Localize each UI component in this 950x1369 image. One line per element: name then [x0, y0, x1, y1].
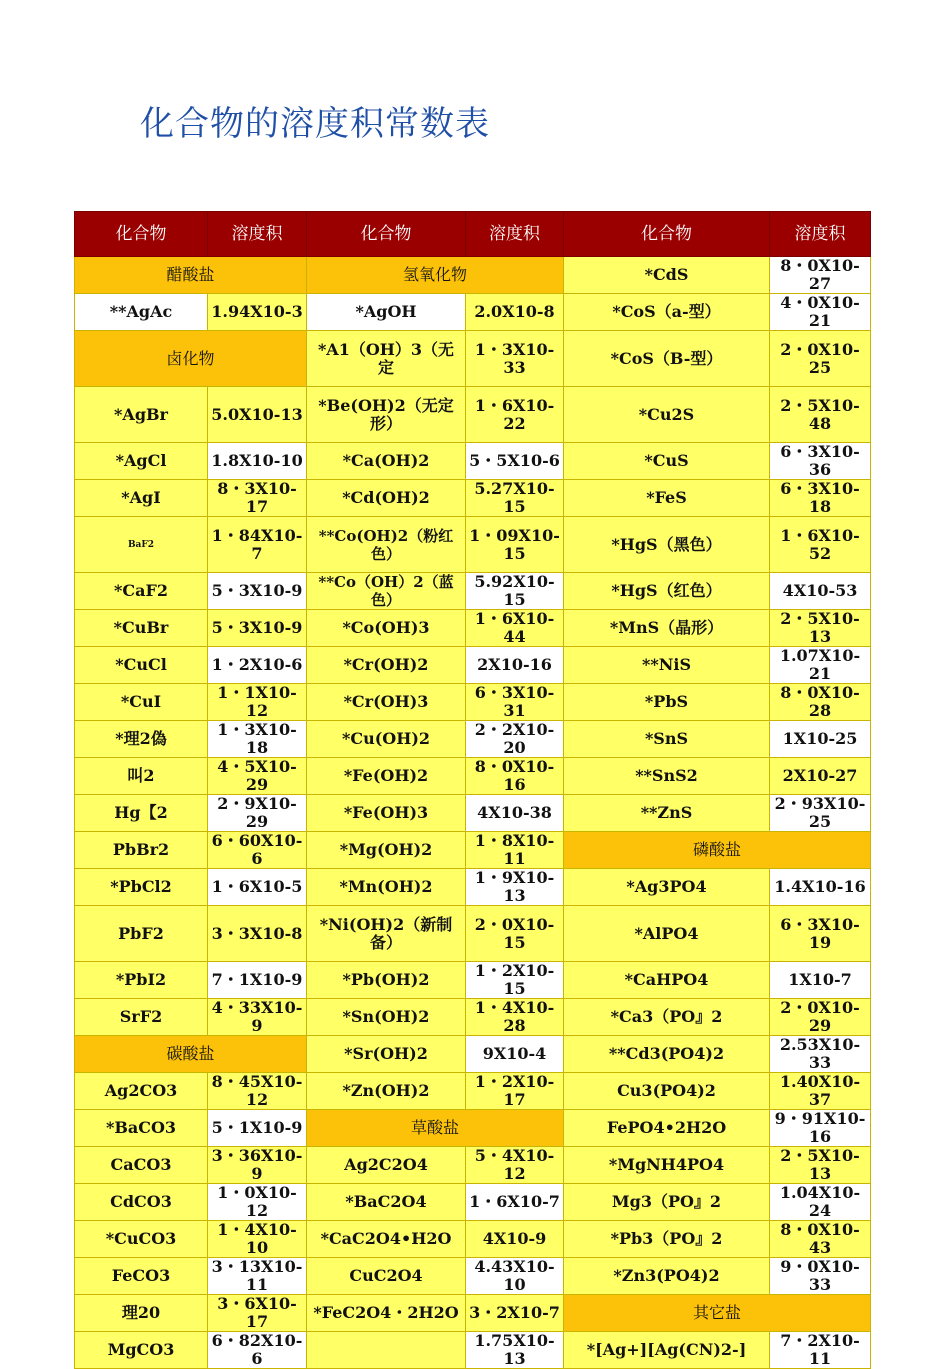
table-row [75, 647, 871, 684]
section-hydroxides: 氢氧化物 [307, 257, 564, 294]
compound-cell: *AgOH [307, 294, 466, 331]
ksp-cell: 1.4X10-16 [770, 869, 871, 906]
compound-cell: *CaC2O4•H2O [307, 1221, 466, 1258]
ksp-cell: 1X10-25 [770, 721, 871, 758]
compound-cell: **Co（OH）2（蓝色） [307, 573, 466, 610]
compound-cell: *Ni(OH)2（新制备） [307, 906, 466, 962]
ksp-cell: 1・3X10-18 [208, 721, 307, 758]
ksp-cell: 1・0X10-12 [208, 1184, 307, 1221]
ksp-cell: 2・93X10-25 [770, 795, 871, 832]
section-acetates: 醋酸盐 [75, 257, 307, 294]
compound-cell: BaF2 [75, 517, 208, 573]
header-compound-2: 化合物 [307, 212, 466, 257]
ksp-cell: 2.53X10-33 [770, 1036, 871, 1073]
compound-cell: Mg3（PO』2 [564, 1184, 770, 1221]
ksp-cell: 9X10-4 [466, 1036, 564, 1073]
ksp-cell: 2・5X10-48 [770, 387, 871, 443]
compound-cell: *Pb3（PO』2 [564, 1221, 770, 1258]
compound-cell: *Fe(OH)2 [307, 758, 466, 795]
table-row [75, 999, 871, 1036]
compound-cell: *Sr(OH)2 [307, 1036, 466, 1073]
compound-cell: *Mn(OH)2 [307, 869, 466, 906]
compound-cell: CuC2O4 [307, 1258, 466, 1295]
ksp-cell: 2・9X10-29 [208, 795, 307, 832]
table-row [75, 758, 871, 795]
table-row [75, 443, 871, 480]
ksp-cell: 1・2X10-6 [208, 647, 307, 684]
ksp-cell: 5・1X10-9 [208, 1110, 307, 1147]
compound-cell: *MnS（晶形） [564, 610, 770, 647]
ksp-cell: 6・3X10-19 [770, 906, 871, 962]
table-row [75, 1147, 871, 1184]
ksp-cell: 2・0X10-15 [466, 906, 564, 962]
compound-cell: *Sn(OH)2 [307, 999, 466, 1036]
ksp-cell: 1・6X10-44 [466, 610, 564, 647]
compound-cell: *AlPO4 [564, 906, 770, 962]
ksp-cell: 1.04X10-24 [770, 1184, 871, 1221]
ksp-cell: 2X10-16 [466, 647, 564, 684]
ksp-cell: 4・0X10-21 [770, 294, 871, 331]
ksp-cell: 3・2X10-7 [466, 1295, 564, 1332]
table-row [75, 1110, 871, 1147]
ksp-cell: 1・3X10-33 [466, 331, 564, 387]
ksp-cell: 6・3X10-36 [770, 443, 871, 480]
ksp-cell: 5.92X10-15 [466, 573, 564, 610]
ksp-cell: 5.0X10-13 [208, 387, 307, 443]
compound-cell: *PbS [564, 684, 770, 721]
compound-cell: PbF2 [75, 906, 208, 962]
header-compound-3: 化合物 [564, 212, 770, 257]
ksp-cell: 8・3X10-17 [208, 480, 307, 517]
ksp-cell: 5・3X10-9 [208, 610, 307, 647]
compound-cell: *BaC2O4 [307, 1184, 466, 1221]
compound-cell: *CuI [75, 684, 208, 721]
compound-cell: *Be(OH)2（无定形） [307, 387, 466, 443]
table-row [75, 387, 871, 443]
table-header-row [75, 212, 871, 257]
ksp-cell: 1・2X10-15 [466, 962, 564, 999]
compound-cell: *Zn3(PO4)2 [564, 1258, 770, 1295]
section-halides: 卤化物 [75, 331, 307, 387]
table-row [75, 906, 871, 962]
compound-cell: *CdS [564, 257, 770, 294]
ksp-cell: 2・0X10-25 [770, 331, 871, 387]
ksp-cell: 1・84X10-7 [208, 517, 307, 573]
table-row [75, 1295, 871, 1332]
compound-cell: *CuBr [75, 610, 208, 647]
table-row [75, 795, 871, 832]
header-compound-1: 化合物 [75, 212, 208, 257]
ksp-cell: 6・82X10-6 [208, 1332, 307, 1369]
ksp-cell: 4.43X10-10 [466, 1258, 564, 1295]
ksp-cell: 3・6X10-17 [208, 1295, 307, 1332]
table-row [75, 610, 871, 647]
compound-cell: *Pb(OH)2 [307, 962, 466, 999]
ksp-cell: 7・1X10-9 [208, 962, 307, 999]
ksp-cell: 2・0X10-29 [770, 999, 871, 1036]
table-row [75, 257, 871, 294]
ksp-cell: 1・9X10-13 [466, 869, 564, 906]
compound-cell: *CaF2 [75, 573, 208, 610]
table-row [75, 331, 871, 387]
compound-cell: *CuS [564, 443, 770, 480]
ksp-cell: 3・36X10-9 [208, 1147, 307, 1184]
ksp-cell: 4X10-9 [466, 1221, 564, 1258]
compound-cell: *BaCO3 [75, 1110, 208, 1147]
ksp-cell: 6・3X10-18 [770, 480, 871, 517]
compound-cell: Ag2CO3 [75, 1073, 208, 1110]
compound-cell: *Cr(OH)2 [307, 647, 466, 684]
table-row [75, 684, 871, 721]
compound-cell: *Co(OH)3 [307, 610, 466, 647]
compound-cell: **Co(OH)2（粉红色） [307, 517, 466, 573]
ksp-cell: 1.8X10-10 [208, 443, 307, 480]
compound-cell: *AgCl [75, 443, 208, 480]
ksp-cell: 5・4X10-12 [466, 1147, 564, 1184]
ksp-cell: 8・45X10-12 [208, 1073, 307, 1110]
compound-cell: Hg【2 [75, 795, 208, 832]
compound-cell: *AgBr [75, 387, 208, 443]
compound-cell: *CoS（a-型） [564, 294, 770, 331]
compound-cell: *CuCO3 [75, 1221, 208, 1258]
table-row [75, 1184, 871, 1221]
compound-cell: **AgAc [75, 294, 208, 331]
ksp-cell: 2・2X10-20 [466, 721, 564, 758]
ksp-cell: 4X10-53 [770, 573, 871, 610]
ksp-cell: 1・2X10-17 [466, 1073, 564, 1110]
compound-cell: *CuCl [75, 647, 208, 684]
ksp-cell: 4・5X10-29 [208, 758, 307, 795]
compound-cell: *Cd(OH)2 [307, 480, 466, 517]
compound-cell: *FeS [564, 480, 770, 517]
section-phosphates: 磷酸盐 [564, 832, 871, 869]
compound-cell: *Zn(OH)2 [307, 1073, 466, 1110]
compound-cell: FeCO3 [75, 1258, 208, 1295]
solubility-table [74, 211, 871, 1369]
ksp-cell: 1.40X10-37 [770, 1073, 871, 1110]
ksp-cell: 1・1X10-12 [208, 684, 307, 721]
ksp-cell: 1.94X10-3 [208, 294, 307, 331]
section-other-salts: 其它盐 [564, 1295, 871, 1332]
compound-cell: *FeC2O4・2H2O [307, 1295, 466, 1332]
table-row [75, 832, 871, 869]
table-row [75, 1036, 871, 1073]
header-ksp-3: 溶度积 [770, 212, 871, 257]
compound-cell: *Cr(OH)3 [307, 684, 466, 721]
compound-cell: **SnS2 [564, 758, 770, 795]
ksp-cell: 2.0X10-8 [466, 294, 564, 331]
ksp-cell: 4X10-38 [466, 795, 564, 832]
ksp-cell: 1.75X10-13 [466, 1332, 564, 1369]
table-row [75, 294, 871, 331]
table-row [75, 1258, 871, 1295]
compound-cell: **Cd3(PO4)2 [564, 1036, 770, 1073]
compound-cell: *MgNH4PO4 [564, 1147, 770, 1184]
ksp-cell: 6・3X10-31 [466, 684, 564, 721]
compound-cell: *AgI [75, 480, 208, 517]
compound-cell: **NiS [564, 647, 770, 684]
compound-cell: Ag2C2O4 [307, 1147, 466, 1184]
compound-cell: 叫2 [75, 758, 208, 795]
ksp-cell: 9・0X10-33 [770, 1258, 871, 1295]
compound-cell: *Ca(OH)2 [307, 443, 466, 480]
ksp-cell: 1・4X10-28 [466, 999, 564, 1036]
ksp-cell: 5・3X10-9 [208, 573, 307, 610]
table-row [75, 1332, 871, 1369]
compound-cell: *CoS（B-型） [564, 331, 770, 387]
ksp-cell: 1X10-7 [770, 962, 871, 999]
compound-cell: *HgS（红色） [564, 573, 770, 610]
compound-cell: *理2偽 [75, 721, 208, 758]
ksp-cell: 7・2X10-11 [770, 1332, 871, 1369]
table-row [75, 1221, 871, 1258]
compound-cell: CdCO3 [75, 1184, 208, 1221]
ksp-cell: 1・4X10-10 [208, 1221, 307, 1258]
compound-cell: *Fe(OH)3 [307, 795, 466, 832]
ksp-cell: 1・6X10-5 [208, 869, 307, 906]
page-title: 化合物的溶度积常数表 [140, 104, 490, 144]
table-row [75, 1073, 871, 1110]
ksp-cell: 9・91X10-16 [770, 1110, 871, 1147]
compound-cell: *Cu(OH)2 [307, 721, 466, 758]
compound-cell: *PbCl2 [75, 869, 208, 906]
ksp-cell: 1・09X10-15 [466, 517, 564, 573]
ksp-cell: 1・6X10-52 [770, 517, 871, 573]
ksp-cell: 8・0X10-27 [770, 257, 871, 294]
table-row [75, 573, 871, 610]
ksp-cell: 1・8X10-11 [466, 832, 564, 869]
compound-cell: FePO4•2H2O [564, 1110, 770, 1147]
ksp-cell: 2・5X10-13 [770, 610, 871, 647]
compound-cell: *Ca3（PO』2 [564, 999, 770, 1036]
compound-cell: 理20 [75, 1295, 208, 1332]
compound-cell: CaCO3 [75, 1147, 208, 1184]
ksp-cell: 1・6X10-22 [466, 387, 564, 443]
compound-cell: *HgS（黑色） [564, 517, 770, 573]
table-row [75, 517, 871, 573]
compound-cell: *Cu2S [564, 387, 770, 443]
compound-cell: *Ag3PO4 [564, 869, 770, 906]
compound-cell: Cu3(PO4)2 [564, 1073, 770, 1110]
compound-cell: *[Ag+][Ag(CN)2-] [564, 1332, 770, 1369]
section-carbonates: 碳酸盐 [75, 1036, 307, 1073]
compound-cell: **ZnS [564, 795, 770, 832]
compound-cell: MgCO3 [75, 1332, 208, 1369]
table-row [75, 962, 871, 999]
compound-cell [307, 1332, 466, 1369]
ksp-cell: 8・0X10-16 [466, 758, 564, 795]
ksp-cell: 5.27X10-15 [466, 480, 564, 517]
ksp-cell: 3・13X10-11 [208, 1258, 307, 1295]
ksp-cell: 3・3X10-8 [208, 906, 307, 962]
table-row [75, 480, 871, 517]
ksp-cell: 8・0X10-43 [770, 1221, 871, 1258]
ksp-cell: 6・60X10-6 [208, 832, 307, 869]
ksp-cell: 2・5X10-13 [770, 1147, 871, 1184]
compound-cell: *SnS [564, 721, 770, 758]
header-ksp-2: 溶度积 [466, 212, 564, 257]
ksp-cell: 4・33X10-9 [208, 999, 307, 1036]
section-oxalates: 草酸盐 [307, 1110, 564, 1147]
compound-cell: *CaHPO4 [564, 962, 770, 999]
compound-cell: SrF2 [75, 999, 208, 1036]
compound-cell: *Mg(OH)2 [307, 832, 466, 869]
table-row [75, 721, 871, 758]
ksp-cell: 2X10-27 [770, 758, 871, 795]
ksp-cell: 1・6X10-7 [466, 1184, 564, 1221]
compound-cell: PbBr2 [75, 832, 208, 869]
compound-cell: *PbI2 [75, 962, 208, 999]
table-row [75, 869, 871, 906]
compound-cell: *A1（OH）3（无定 [307, 331, 466, 387]
ksp-cell: 5・5X10-6 [466, 443, 564, 480]
header-ksp-1: 溶度积 [208, 212, 307, 257]
ksp-cell: 1.07X10-21 [770, 647, 871, 684]
ksp-cell: 8・0X10-28 [770, 684, 871, 721]
